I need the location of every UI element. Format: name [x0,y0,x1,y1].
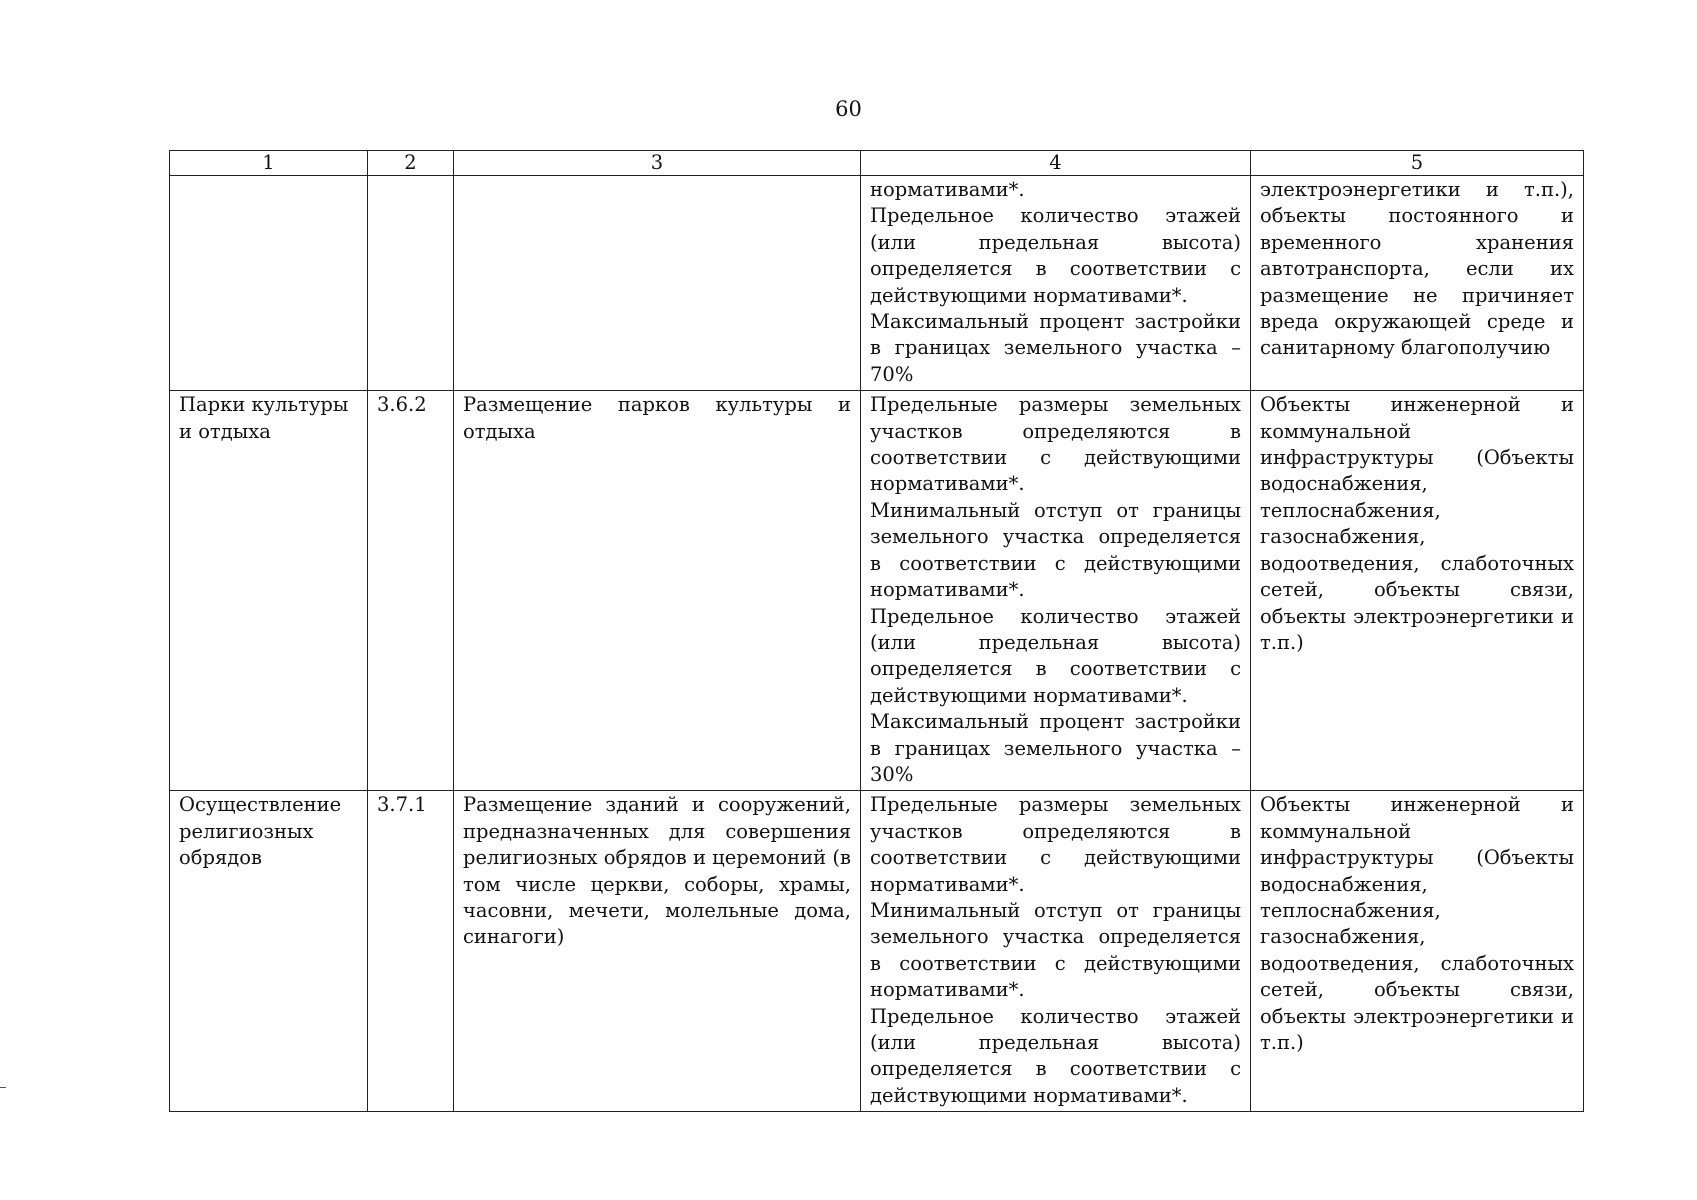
parameters-cell [861,791,1251,1112]
use-type-description: Размещение зданий и сооружений, предназначенных для совершения религиозных обрядов и церемоний (в том числе церкви, соборы, храмы, часовни, мечети, молельные дома, синагоги) [454,791,861,1112]
table-row [170,791,1584,1112]
use-type-code: 3.7.1 [368,791,454,1112]
parameter-text: Предельное количество этажей (или предельная высота) определяется в соответствии с действующими нормативами*. [870,604,1241,707]
use-type-name [170,176,368,391]
use-type-description [454,176,861,391]
parameter-text: Минимальный отступ от границы земельного участка определяется в соответствии с действующими нормативами*. [870,498,1241,602]
parameter-text: Предельное количество этажей (или предельная высота) определяется в соответствии с действующими нормативами*. [870,204,1241,307]
scan-edge-mark [0,1087,6,1088]
parameter-text: Максимальный процент застройки в границах земельного участка – 30% [870,710,1241,786]
use-type-code: 3.6.2 [368,391,454,791]
parameter-text: Максимальный процент застройки в границах земельного участка – 70% [870,310,1241,386]
land-use-table [169,150,1584,1112]
use-type-code [368,176,454,391]
use-type-name: Парки культуры и отдыха [170,391,368,791]
parameters-cell [861,176,1251,391]
table-row [170,176,1584,391]
auxiliary-uses: электроэнергетики и т.п.), объекты постоянного и временного хранения автотранспорта, если их размещение не причиняет вреда окружающей среде и санитарному благополучию [1251,176,1584,391]
parameter-text: Предельное количество этажей (или предельная высота) определяется в соответствии с действующими нормативами*. [870,1004,1241,1107]
column-header-1: 1 [170,151,368,176]
parameters-cell [861,391,1251,791]
column-header-2: 2 [368,151,454,176]
parameter-text: Минимальный отступ от границы земельного участка определяется в соответствии с действующими нормативами*. [870,898,1241,1002]
parameter-text: Предельные размеры земельных участков определяются в соответствии с действующими нормативами*. [870,393,1241,496]
column-header-3: 3 [454,151,861,176]
auxiliary-uses: Объекты инженерной и коммунальной инфраструктуры (Объекты водоснабжения, теплоснабжения, газоснабжения, водоотведения, слаботочных сетей, объекты связи, объекты электроэнергетики и т.п.) [1251,391,1584,791]
table-header-row [170,151,1584,176]
column-header-5: 5 [1251,151,1584,176]
column-header-4: 4 [861,151,1251,176]
auxiliary-uses: Объекты инженерной и коммунальной инфраструктуры (Объекты водоснабжения, теплоснабжения, газоснабжения, водоотведения, слаботочных сетей, объекты связи, объекты электроэнергетики и т.п.) [1251,791,1584,1112]
table-row [170,391,1584,791]
parameter-text: нормативами*. [870,178,1025,201]
parameter-text: Предельные размеры земельных участков определяются в соответствии с действующими нормативами*. [870,793,1241,896]
use-type-description: Размещение парков культуры и отдыха [454,391,861,791]
page-number: 60 [835,97,862,121]
use-type-name: Осуществление религиозных обрядов [170,791,368,1112]
